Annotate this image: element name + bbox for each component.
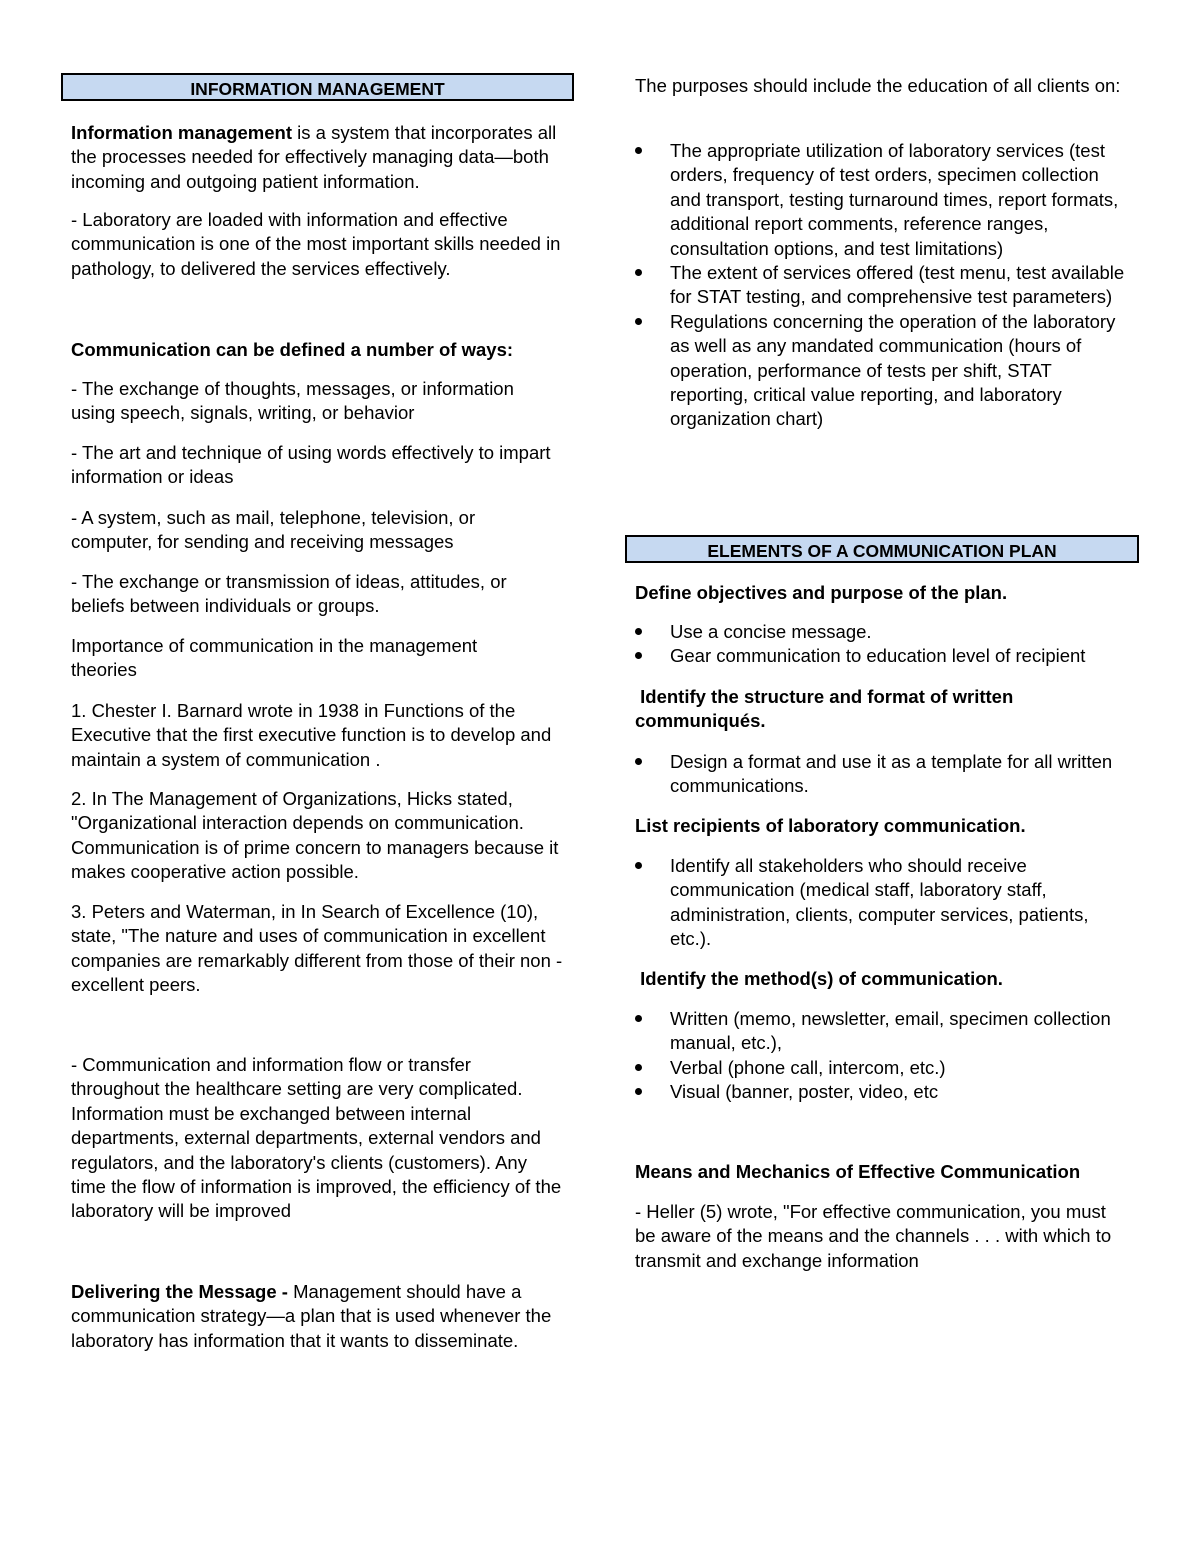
bullet-icon [635, 318, 642, 325]
list-item: Use a concise message. [635, 620, 1125, 644]
purposes-list [635, 139, 1125, 432]
heller-paragraph: - Heller (5) wrote, "For effective communication, you must be aware of the means and the channels . . . with which to transmit and exchange information [635, 1201, 1112, 1271]
list-item: Gear communication to education level of recipient [635, 644, 1125, 668]
delivering-term: Delivering the Message - [71, 1281, 288, 1302]
list-item: Written (memo, newsletter, email, specimen collection manual, etc.), [635, 1007, 1125, 1056]
lab-paragraph: - Laboratory are loaded with information and effective communication is one of the most important skills needed in pathology, to delivered the services effectively. [71, 209, 561, 279]
bullet-icon [635, 269, 642, 276]
importance-text: Importance of communication in the management theories [71, 635, 478, 681]
bullet-icon [635, 758, 642, 765]
delivering-text: Management should have a communication strategy—a plan that is used whenever the laboratory has information that it wants to disseminate. [71, 1281, 552, 1351]
list-item: The extent of services offered (test menu, test available for STAT testing, and comprehensive test parameters) [635, 261, 1125, 310]
list-item: Regulations concerning the operation of the laboratory as well as any mandated communication (hours of operation, performance of tests per shift, STAT reporting, critical value reporting, and laboratory organization chart) [635, 310, 1125, 432]
flow-paragraph: - Communication and information flow or transfer throughout the healthcare setting are very complicated. Information must be exchanged between internal departments, external departments, external vendors and regulators, and the laboratory's clients (customers). Any time the flow of information is improved, the efficiency of the laboratory will be improved [71, 1054, 562, 1222]
intro-paragraph [71, 121, 569, 194]
objectives-heading: Define objectives and purpose of the plan. [635, 582, 1008, 603]
theory-item: 2. In The Management of Organizations, Hicks stated, "Organizational interaction depends on communication. Communication is of prime concern to managers because it makes cooperative action possible. [71, 788, 559, 883]
methods-heading: Identify the method(s) of communication. [635, 968, 1003, 989]
list-item: The appropriate utilization of laboratory services (test orders, frequency of test orders, specimen collection and transport, testing turnaround times, report formats, additional report comments, reference ranges, consultation options, and test limitations) [635, 139, 1125, 261]
definition-item: - The exchange of thoughts, messages, or information using speech, signals, writing, or behavior [71, 378, 514, 424]
communication-heading: Communication can be defined a number of ways: [71, 339, 514, 360]
means-heading: Means and Mechanics of Effective Communication [635, 1161, 1081, 1182]
intro-text: is a system that incorporates all the processes needed for effectively managing data—both incoming and outgoing patient information. [71, 122, 557, 192]
theory-item: 3. Peters and Waterman, in In Search of Excellence (10), state, "The nature and uses of communication in excellent companies are remarkably different from those of their non - excellent peers. [71, 901, 563, 996]
bullet-icon [635, 147, 642, 154]
section-header-information-management: INFORMATION MANAGEMENT [61, 73, 574, 101]
bullet-icon [635, 1088, 642, 1095]
section-header-communication-plan: ELEMENTS OF A COMMUNICATION PLAN [625, 535, 1139, 563]
definition-item: - The art and technique of using words effectively to impart information or ideas [71, 442, 551, 488]
purposes-intro: The purposes should include the education of all clients on: [635, 75, 1121, 96]
definition-item: - The exchange or transmission of ideas, attitudes, or beliefs between individuals or groups. [71, 571, 507, 617]
bullet-icon [635, 862, 642, 869]
bullet-icon [635, 628, 642, 635]
delivering-paragraph [71, 1280, 561, 1353]
theory-item: 1. Chester I. Barnard wrote in 1938 in Functions of the Executive that the first executive function is to develop and maintain a system of communication . [71, 700, 552, 770]
structure-heading: Identify the structure and format of written communiqués. [635, 686, 1019, 732]
definition-item: - A system, such as mail, telephone, television, or computer, for sending and receiving messages [71, 507, 476, 553]
recipients-heading: List recipients of laboratory communication. [635, 815, 1026, 836]
objectives-list [635, 620, 1125, 669]
methods-list [635, 1007, 1125, 1105]
intro-term: Information management [71, 122, 292, 143]
list-item: Visual (banner, poster, video, etc [635, 1080, 1125, 1104]
bullet-icon [635, 1064, 642, 1071]
bullet-icon [635, 1015, 642, 1022]
list-item: Identify all stakeholders who should receive communication (medical staff, laboratory staff, administration, clients, computer services, patients, etc.). [635, 854, 1125, 952]
list-item: Verbal (phone call, intercom, etc.) [635, 1056, 1125, 1080]
recipients-list [635, 854, 1125, 952]
bullet-icon [635, 652, 642, 659]
structure-list [635, 750, 1125, 799]
list-item: Design a format and use it as a template for all written communications. [635, 750, 1125, 799]
